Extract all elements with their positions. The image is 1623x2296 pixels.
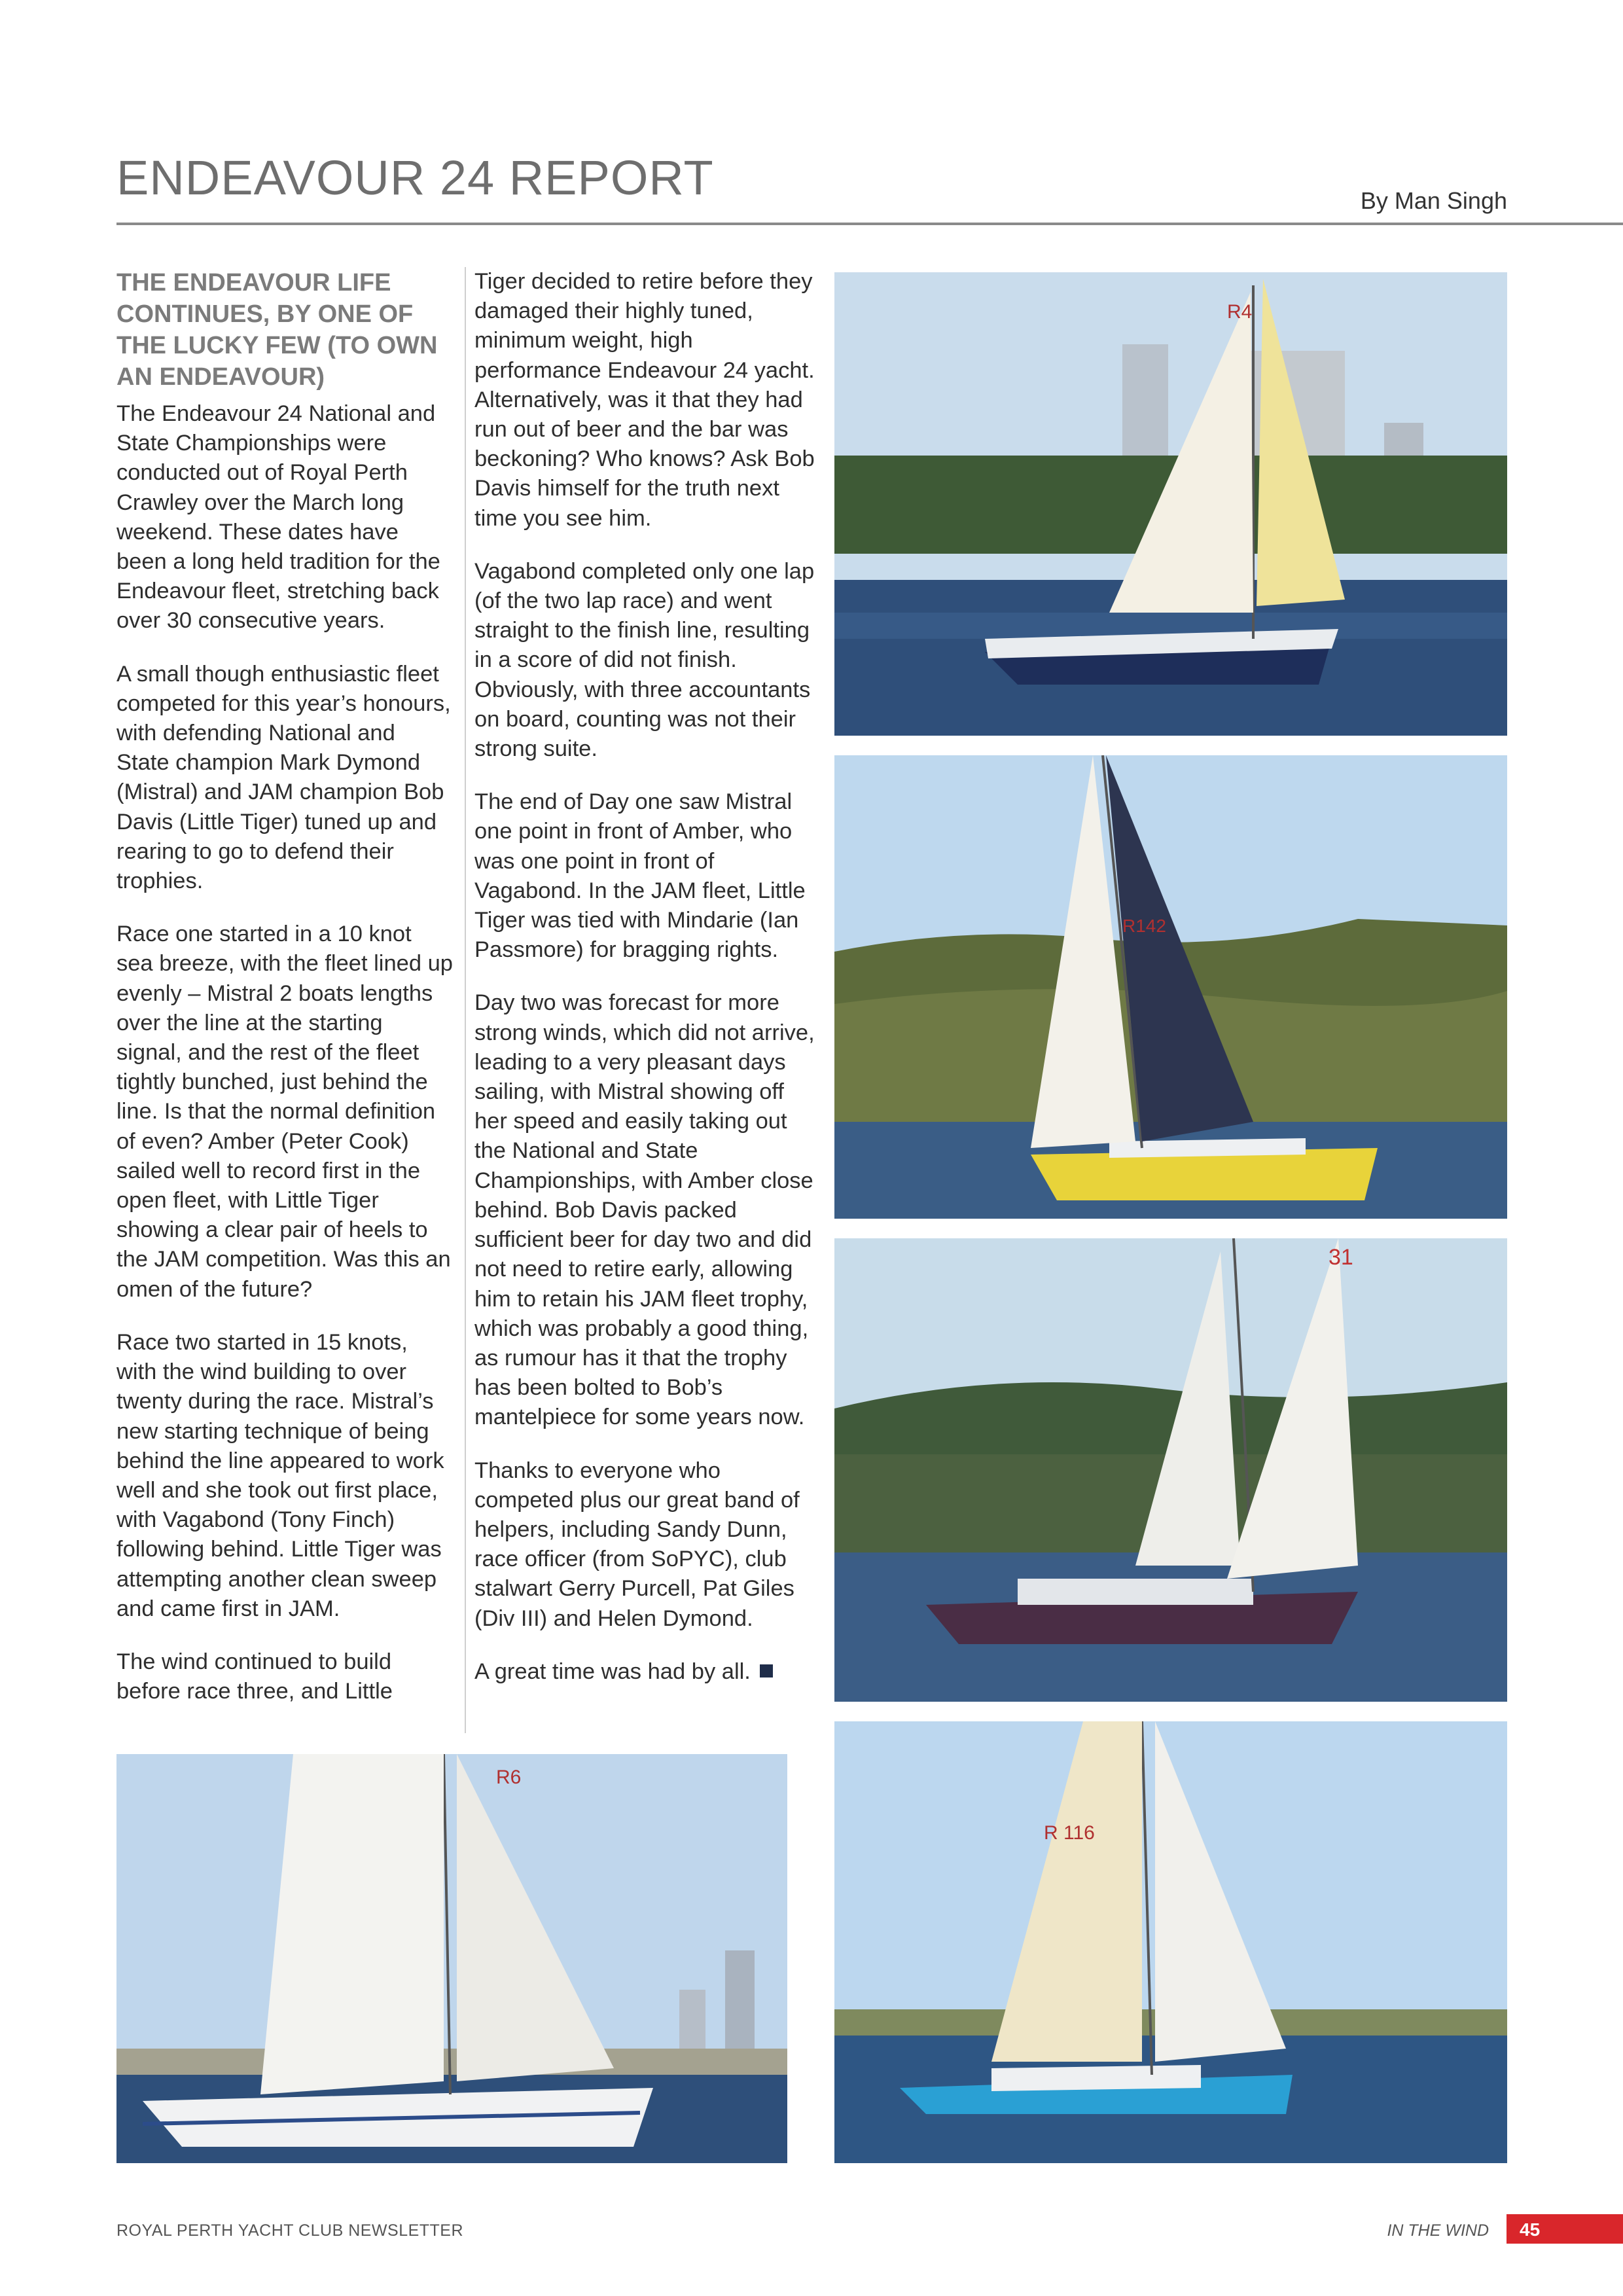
photo-yacht-r6 (116, 1754, 787, 2163)
paragraph: Day two was forecast for more strong winds, which did not arrive, leading to a very pleasant days sailing, with Mistral showing off her speed and easily taking out the National and State Championships, with Amber close behind. Bob Davis packed sufficient beer for day two and did not need to retire early, allowing him to retain his JAM fleet trophy, which was probably a good thing, as rumour has it that the trophy has been bolted to Bob’s mantelpiece for some years now. (474, 990, 815, 1430)
sail-number: R6 (496, 1767, 522, 1788)
paragraph: The wind continued to build before race three, and Little (116, 1649, 393, 1704)
yacht-photo-r142 (834, 755, 1507, 1219)
yacht-photo-31 (834, 1238, 1507, 1702)
photo-yacht-r142 (834, 755, 1507, 1219)
photo-yacht-r116 (834, 1721, 1507, 2163)
footer-publication-name: ROYAL PERTH YACHT CLUB NEWSLETTER (116, 2221, 464, 2240)
photo-yacht-31 (834, 1238, 1507, 1702)
paragraph: Tiger decided to retire before they damaged their highly tuned, minimum weight, high performance Endeavour 24 yacht. Alternatively, was it that they had run out of beer and the bar was beckoning? Who knows? Ask Bob Davis himself for the truth next time you see him. (474, 269, 815, 531)
closing-text: A great time was had by all. (474, 1659, 751, 1684)
yacht-photo-r4 (834, 272, 1507, 736)
paragraph: The end of Day one saw Mistral one point in front of Amber, who was one point in front of Vagabond. In the JAM fleet, Little Tiger was tied with Mindarie (Ian Passmore) for bragging rights. (474, 789, 806, 963)
title-rule (116, 223, 1623, 225)
paragraph: Vagabond completed only one lap (of the two lap race) and went straight to the finish line, resulting in a score of did not finish. Obviously, with three accountants on board, counting was not their strong suite. (474, 558, 815, 762)
end-mark-icon (760, 1664, 773, 1677)
article-column-2 (474, 267, 815, 1710)
article-subheading: THE ENDEAVOUR LIFE CONTINUES, BY ONE OF THE LUCKY FEW (TO OWN AN ENDEAVOUR) (116, 269, 438, 391)
yacht-photo-r116 (834, 1721, 1507, 2163)
paragraph: A small though enthusiastic fleet competed for this year’s honours, with defending National and State champion Mark Dymond (Mistral) and JAM champion Bob Davis (Little Tiger) tuned up and rearing to go to defend their trophies. (116, 661, 451, 894)
sail-number: 31 (1329, 1245, 1353, 1270)
paragraph: Thanks to everyone who competed plus our great band of helpers, including Sandy Dunn, race officer (from SoPYC), club stalwart Gerry Purcell, Pat Giles (Div III) and Helen Dymond. (474, 1458, 800, 1631)
paragraph: The Endeavour 24 National and State Championships were conducted out of Royal Perth Crawley over the March long weekend. These dates have been a long held tradition for the Endeavour fleet, stretching back over 30 consecutive years. (116, 401, 440, 634)
column-divider (465, 267, 466, 1733)
closing-paragraph (474, 1657, 815, 1687)
footer-section-name: IN THE WIND (1387, 2221, 1489, 2240)
sail-number: R142 (1122, 916, 1166, 936)
page-number-badge (1507, 2214, 1623, 2244)
sail-number: R 116 (1044, 1822, 1095, 1844)
byline: By Man Singh (1360, 187, 1507, 214)
yacht-photo-r6 (116, 1754, 787, 2163)
photo-yacht-r4 (834, 272, 1507, 736)
paragraph: Race one started in a 10 knot sea breeze, with the fleet lined up evenly – Mistral 2 boats lengths over the line at the starting signal, and the rest of the fleet tightly bunched, just behind the line. Is that the normal definition of even? Amber (Peter Cook) sailed well to record first in the open fleet, with Little Tiger showing a clear pair of heels to the JAM competition. Was this an omen of the future? (116, 922, 453, 1302)
sail-number: R4 (1227, 301, 1253, 323)
page-title: ENDEAVOUR 24 REPORT (116, 151, 714, 205)
article-column-1 (116, 267, 454, 1730)
page-number: 45 (1520, 2219, 1541, 2240)
paragraph: Race two started in 15 knots, with the wind building to over twenty during the race. Mistral’s new starting technique of being behind the line appeared to work well and she took out first place, with Vagabond (Tony Finch) following behind. Little Tiger was attempting another clean sweep and came first in JAM. (116, 1329, 444, 1621)
